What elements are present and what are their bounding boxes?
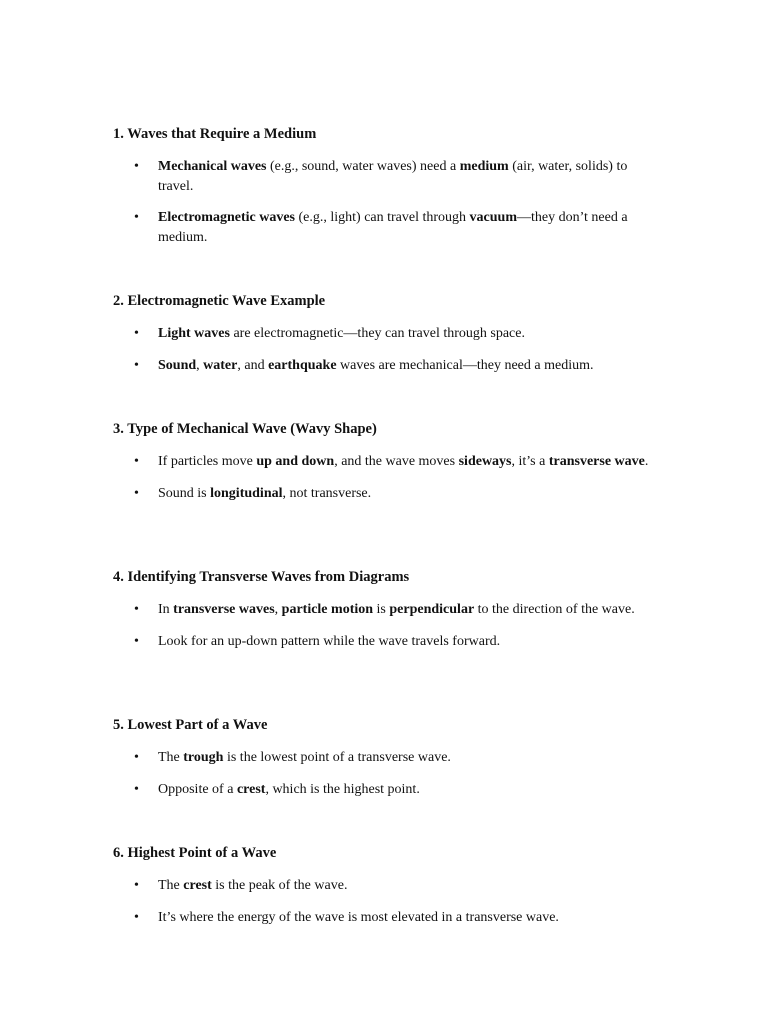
bold-text: Sound (158, 357, 197, 373)
bullet-item (113, 356, 653, 376)
bullet-item (113, 324, 653, 344)
text-run: , and (237, 357, 269, 373)
bullet-dot-icon: • (134, 878, 139, 893)
text-run: —they don’t need a medium. (158, 210, 628, 245)
bullet-gap (113, 472, 673, 484)
bold-text: sideways (458, 454, 512, 469)
text-run: (air, water, solids) to travel. (158, 159, 628, 194)
bullet-item (113, 484, 653, 504)
bullet-item (113, 632, 653, 652)
bullet-list (113, 876, 673, 927)
bullet-item (113, 876, 653, 896)
bold-text: vacuum (469, 210, 517, 225)
section-3 (113, 420, 673, 503)
bold-text: crest (236, 781, 266, 797)
bullet-dot-icon: • (134, 750, 139, 765)
text-run: waves are mechanical—they need a medium. (336, 357, 594, 373)
text-run: , (196, 357, 204, 373)
text-run: , not transverse. (282, 485, 372, 501)
bullet-dot-icon: • (134, 781, 139, 797)
text-run: , it’s a (511, 454, 549, 469)
bullet-item (113, 600, 653, 620)
bold-text: water (203, 357, 238, 373)
bullet-dot-icon: • (134, 485, 139, 501)
section-heading: 4. Identifying Transverse Waves from Diagrams (113, 569, 410, 585)
text-run: In (158, 602, 174, 617)
bold-text: earthquake (268, 357, 337, 373)
text-run: is the lowest point of a transverse wave. (223, 750, 451, 765)
text-run: Look for an up-down pattern while the wave travels forward. (158, 633, 501, 649)
bullet-dot-icon: • (134, 159, 139, 174)
text-run: It’s where the energy of the wave is most elevated in a transverse wave. (158, 909, 559, 925)
bullet-dot-icon: • (134, 633, 139, 649)
text-run: (e.g., light) can travel through (294, 210, 470, 225)
text-run: Opposite of a (158, 781, 237, 797)
text-run: . (644, 454, 649, 469)
text-run: is the peak of the wave. (211, 878, 348, 893)
text-run: , which is the highest point. (265, 781, 420, 797)
text-run: to the direction of the wave. (474, 602, 635, 617)
bullet-list (113, 157, 673, 247)
bullet-item (113, 157, 653, 196)
bold-text: Mechanical waves (158, 159, 267, 174)
text-run: , (274, 602, 282, 617)
bold-text: perpendicular (389, 602, 475, 617)
bullet-dot-icon: • (134, 210, 139, 225)
bullet-item (113, 452, 653, 472)
bullet-dot-icon: • (134, 454, 139, 469)
bullet-list (113, 452, 673, 503)
bullet-item (113, 208, 653, 247)
section-heading: 6. Highest Point of a Wave (113, 845, 277, 861)
section-heading: 2. Electromagnetic Wave Example (113, 293, 326, 309)
bold-text: longitudinal (210, 485, 283, 501)
bullet-dot-icon: • (134, 602, 139, 617)
section-1 (113, 125, 673, 247)
bullet-gap (113, 196, 673, 208)
text-run: If particles move (158, 454, 257, 469)
section-heading: 5. Lowest Part of a Wave (113, 717, 268, 733)
text-run: The (158, 750, 184, 765)
bullet-gap (113, 768, 673, 780)
bullet-list (113, 600, 673, 651)
section-6 (113, 844, 673, 927)
bold-text: up and down (256, 454, 335, 469)
text-run: (e.g., sound, water waves) need a (266, 159, 460, 174)
text-run: The (158, 878, 184, 893)
bold-text: trough (183, 750, 224, 765)
bullet-list (113, 748, 673, 799)
text-run: are electromagnetic—they can travel through space. (229, 326, 525, 341)
bullet-gap (113, 620, 673, 632)
bullet-dot-icon: • (134, 357, 139, 373)
text-run: Sound is (158, 485, 211, 501)
bullet-dot-icon: • (134, 326, 139, 341)
bullet-list (113, 324, 673, 375)
bold-text: Light waves (158, 326, 230, 341)
bullet-gap (113, 344, 673, 356)
bullet-item (113, 908, 653, 928)
bullet-dot-icon: • (134, 909, 139, 925)
bold-text: medium (459, 159, 509, 174)
bullet-gap (113, 896, 673, 908)
bold-text: crest (183, 878, 212, 893)
bold-text: transverse wave (548, 454, 645, 469)
bullet-item (113, 780, 653, 800)
bullet-item (113, 748, 653, 768)
bold-text: particle motion (281, 602, 374, 617)
text-run: , and the wave moves (334, 454, 459, 469)
section-heading: 3. Type of Mechanical Wave (Wavy Shape) (113, 421, 377, 437)
section-5 (113, 716, 673, 799)
section-4 (113, 568, 673, 651)
bold-text: transverse waves (173, 602, 275, 617)
section-2 (113, 292, 673, 375)
text-run: is (373, 602, 390, 617)
section-heading: 1. Waves that Require a Medium (113, 126, 317, 142)
bold-text: Electromagnetic waves (158, 210, 295, 225)
